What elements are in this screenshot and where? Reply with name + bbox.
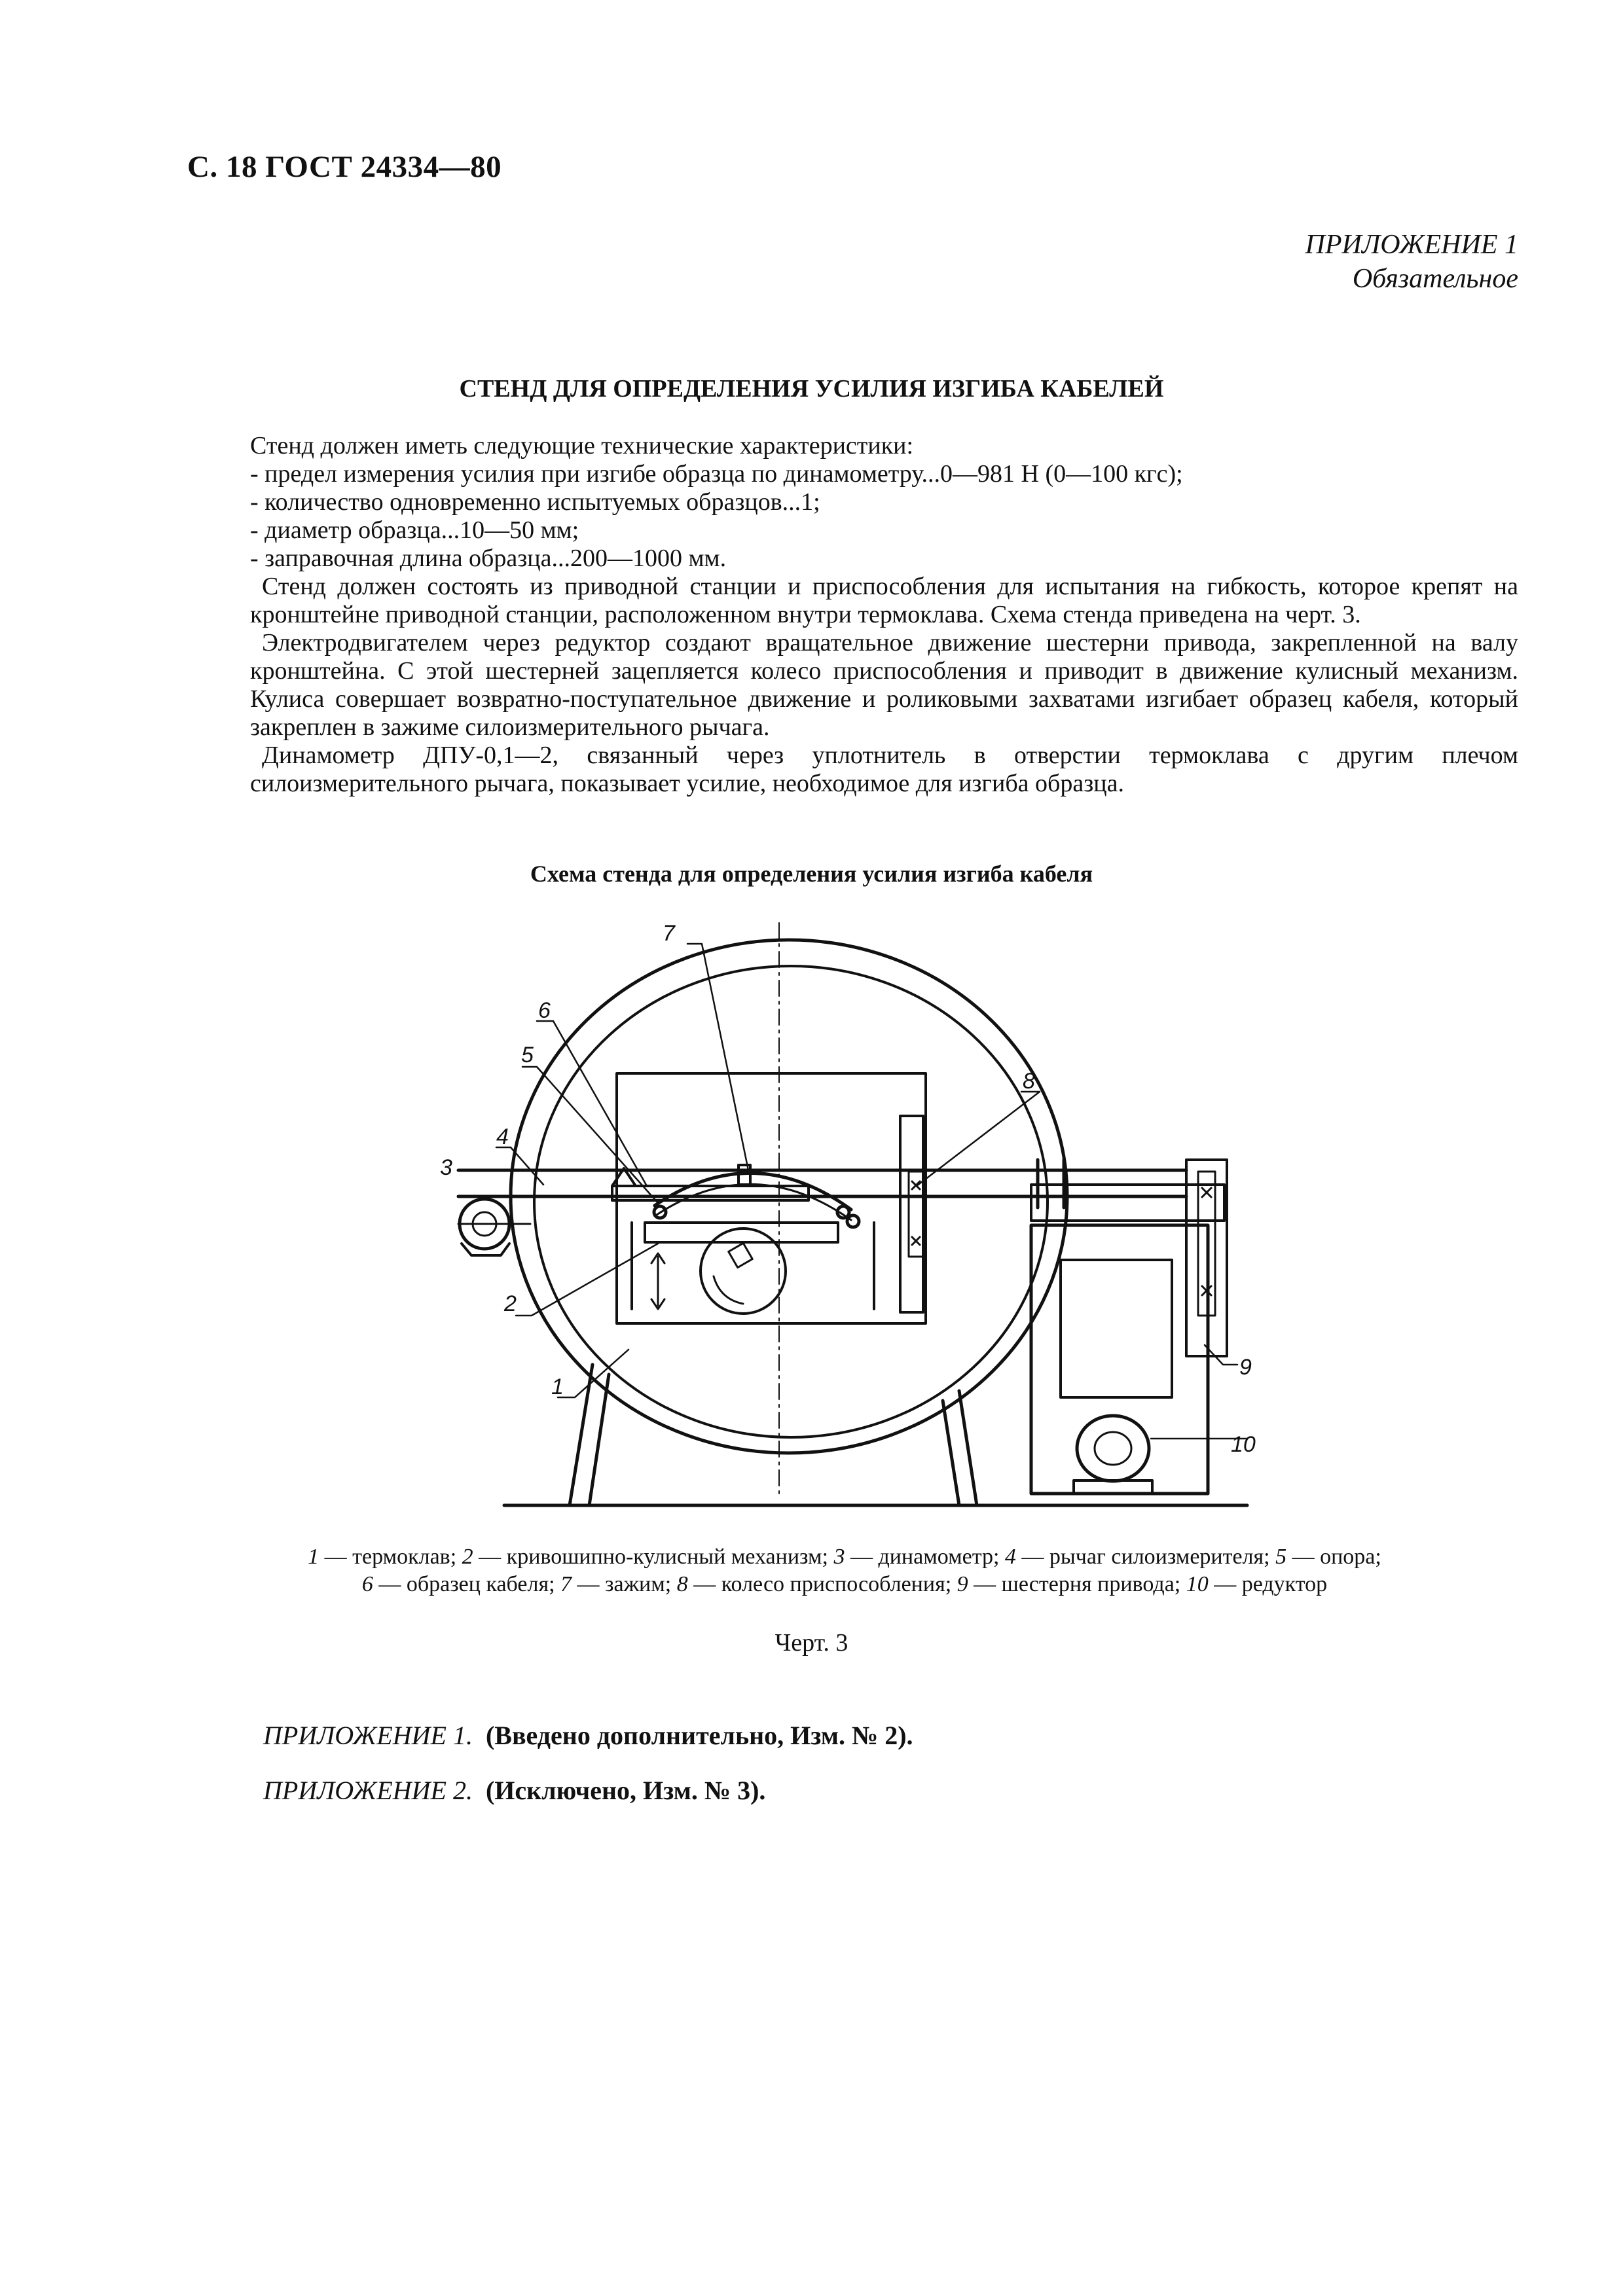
callout-1: 1 [551, 1374, 564, 1399]
amendment-note [263, 1775, 765, 1806]
roller-grip [847, 1215, 859, 1227]
caption-item: 9 — шестерня привода; [957, 1572, 1186, 1596]
paragraph: Стенд должен состоять из приводной станции и приспособления для испытания на гибкость, которое крепят на кронштейне приводной станции, расположенном внутри термоклава. Схема стенда приведена на черт. 3. [250, 573, 1518, 628]
cable-sample [655, 1173, 851, 1210]
appendix-heading [1305, 228, 1518, 296]
slider-bar [645, 1223, 838, 1242]
device-wheel [900, 1116, 923, 1312]
paragraph: Стенд должен иметь следующие технические характеристики: [250, 432, 914, 459]
page-header: С. 18 ГОСТ 24334—80 [187, 150, 502, 184]
callout-5: 5 [521, 1043, 534, 1067]
leader-lines [496, 944, 1247, 1439]
caption-item: 10 — редуктор [1186, 1572, 1328, 1596]
caption-item: 1 — термоклав; [308, 1545, 462, 1569]
dynamometer [458, 1199, 530, 1255]
caption-item: 7 — зажим; [560, 1572, 677, 1596]
appendix-subtitle: Обязательное [1352, 264, 1518, 294]
caption-item: 3 — динамометр; [833, 1545, 1005, 1569]
caption-item: 4 — рычаг силоизмерителя; [1004, 1545, 1276, 1569]
note-label: ПРИЛОЖЕНИЕ 2. [263, 1776, 473, 1805]
caption-item: 2 — кривошипно-кулисный механизм; [462, 1545, 834, 1569]
caption-item: 6 — образец кабеля; [361, 1572, 561, 1596]
callout-9: 9 [1239, 1355, 1252, 1380]
figure-number: Черт. 3 [775, 1629, 848, 1657]
document-title: СТЕНД ДЛЯ ОПРЕДЕЛЕНИЯ УСИЛИЯ ИЗГИБА КАБЕЛЕЙ [459, 375, 1164, 403]
callout-8: 8 [1023, 1069, 1035, 1094]
note-label: ПРИЛОЖЕНИЕ 1. [263, 1721, 473, 1750]
spec-item: - заправочная длина образца...200—1000 мм. [250, 545, 727, 572]
caption-item: 8 — колесо приспособления; [676, 1572, 957, 1596]
figure-caption [249, 1543, 1440, 1598]
spec-item: - диаметр образца...10—50 мм; [250, 516, 579, 544]
spec-item: - количество одновременно испытуемых образцов...1; [250, 488, 820, 516]
spec-item: - предел измерения усилия при изгибе образца по динамометру...0—981 Н (0—100 кгс); [250, 460, 1183, 488]
callout-3: 3 [440, 1155, 452, 1180]
callout-7: 7 [663, 921, 675, 946]
note-text: (Введено дополнительно, Изм. № 2). [485, 1721, 913, 1750]
callout-6: 6 [538, 998, 551, 1023]
callout-2: 2 [504, 1291, 517, 1316]
figure-title: Схема стенда для определения усилия изгиба кабеля [530, 861, 1093, 887]
body-text [250, 432, 1518, 798]
stand-schematic [0, 890, 1623, 1532]
reducer [1074, 1416, 1152, 1494]
appendix-title: ПРИЛОЖЕНИЕ 1 [1305, 230, 1518, 260]
callout-10: 10 [1231, 1432, 1256, 1457]
paragraph: Электродвигателем через редуктор создают вращательное движение шестерни привода, закрепленной на валу кронштейна. С этой шестерней зацепляется колесо приспособления и приводит в движение кулисный механизм. Кулиса совершает возвратно-поступательное движение и роликовыми захватами изгибает образец кабеля, который закреплен в зажиме силоизмерительного рычага. [250, 629, 1518, 741]
callout-4: 4 [496, 1124, 509, 1149]
amendment-note [263, 1720, 913, 1751]
paragraph: Динамометр ДПУ-0,1—2, связанный через уплотнитель в отверстии термоклава с другим плечом силоизмерительного рычага, показывает усилие, необходимое для изгиба образца. [250, 742, 1518, 797]
caption-item: 5 — опора; [1275, 1545, 1381, 1569]
note-text: (Исключено, Изм. № 3). [485, 1776, 766, 1805]
